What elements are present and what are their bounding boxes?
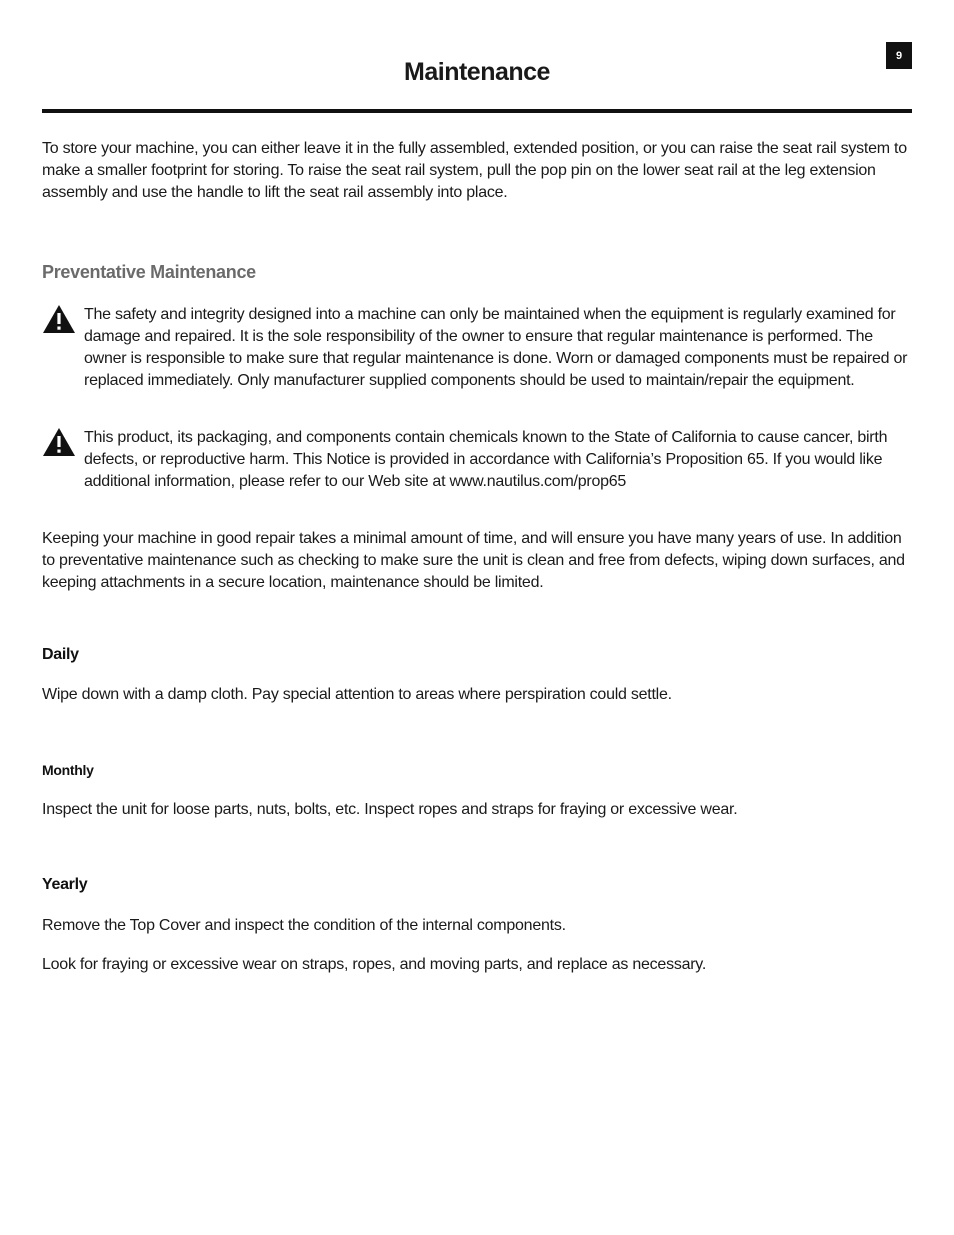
prop65-warning	[42, 427, 912, 493]
page-number: 9	[886, 42, 912, 69]
title-rule	[42, 109, 912, 113]
warning-triangle-icon	[42, 427, 84, 493]
prop65-warning-text: This product, its packaging, and components contain chemicals known to the State of California to cause cancer, birth defects, or reproductive harm. This Notice is provided in accordance with California’s Proposition 65. If you would like additional information, please refer to our Web site at www.nautilus.com/prop65	[84, 429, 888, 490]
yearly-text-1: Remove the Top Cover and inspect the condition of the internal components.	[42, 917, 566, 934]
monthly-text: Inspect the unit for loose parts, nuts, bolts, etc. Inspect ropes and straps for fraying or excessive wear.	[42, 801, 738, 818]
safety-warning	[42, 304, 912, 392]
safety-warning-text: The safety and integrity designed into a machine can only be maintained when the equipment is regularly examined for damage and repaired. It is the sole responsibility of the owner to ensure that regular maintenance is performed. The owner is responsible to make sure that regular maintenance is done. Worn or damaged components must be repaired or replaced immediately. Only manufacturer supplied components should be used to maintain/repair the equipment.	[84, 306, 908, 389]
preventative-maintenance-heading: Preventative Maintenance	[42, 262, 256, 282]
yearly-heading: Yearly	[42, 876, 88, 893]
yearly-text-2: Look for fraying or excessive wear on straps, ropes, and moving parts, and replace as necessary.	[42, 956, 707, 973]
storage-paragraph: To store your machine, you can either leave it in the fully assembled, extended position, or you can raise the seat rail system to make a smaller footprint for storing. To raise the seat rail system, pull the pop pin on the lower seat rail at the leg extension assembly and use the handle to lift the seat rail assembly into place.	[42, 140, 907, 201]
maintenance-body: Keeping your machine in good repair takes a minimal amount of time, and will ensure you have many years of use. In addition to preventative maintenance such as checking to make sure the unit is clean and free from defects, wiping down surfaces, and keeping attachments in a secure location, maintenance should be limited.	[42, 530, 905, 591]
daily-text: Wipe down with a damp cloth. Pay special attention to areas where perspiration could settle.	[42, 686, 672, 703]
warning-triangle-icon	[42, 304, 84, 392]
daily-heading: Daily	[42, 646, 79, 663]
page-title: Maintenance	[404, 58, 550, 86]
monthly-heading: Monthly	[42, 762, 94, 778]
